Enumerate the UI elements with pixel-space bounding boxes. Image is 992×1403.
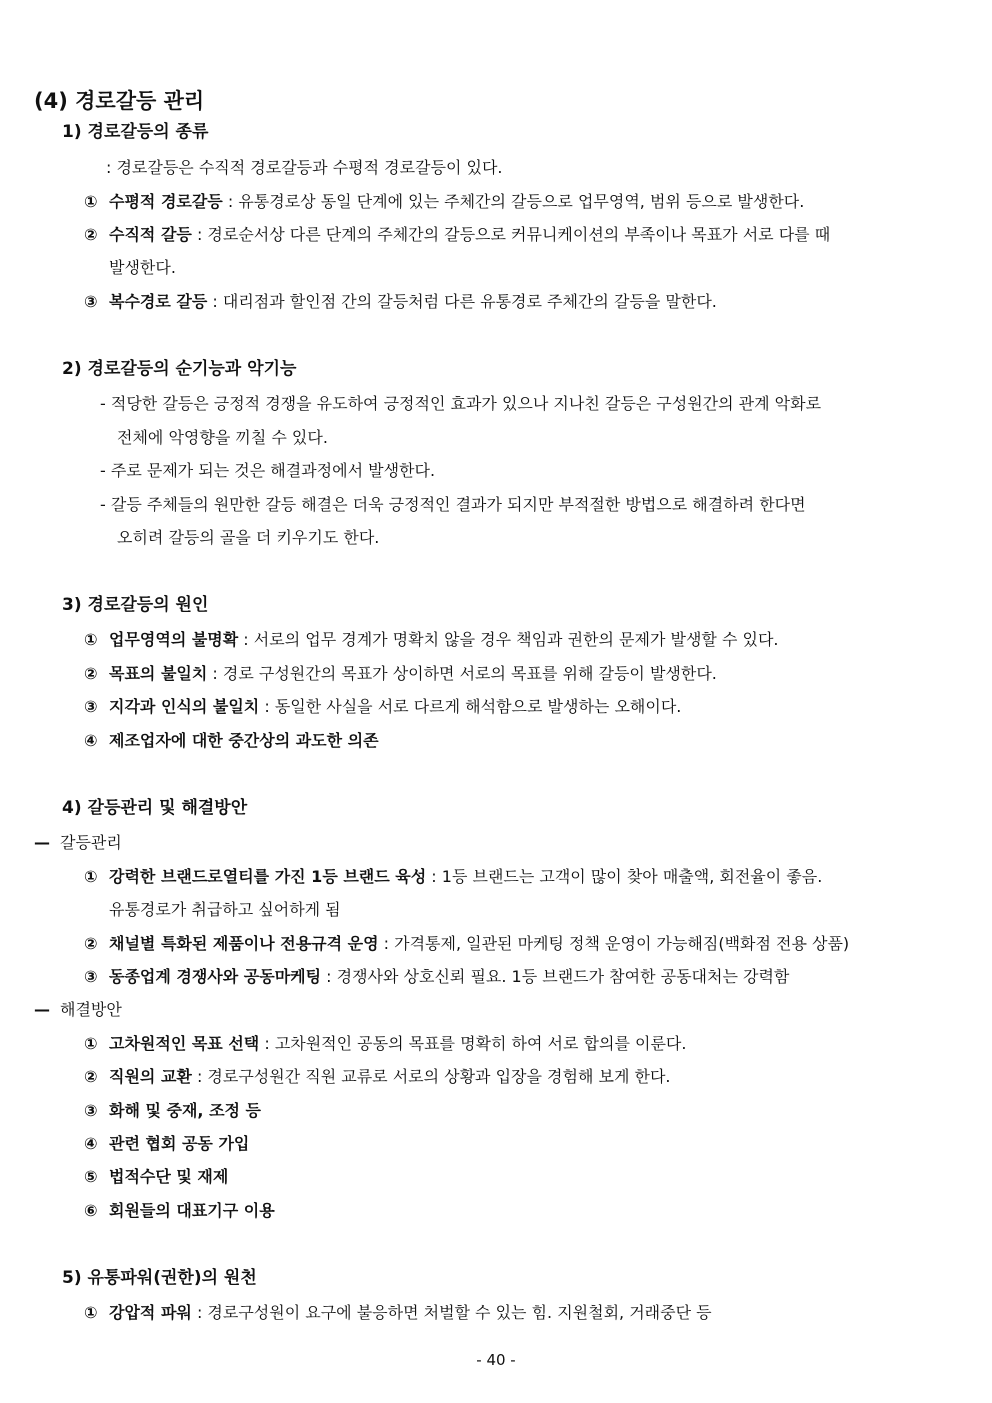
item-number: ① <box>84 192 98 211</box>
list-item <box>84 1067 671 1087</box>
group-label-conflict-management <box>34 833 122 853</box>
item-term: 관련 협회 공동 가입 <box>109 1134 250 1153</box>
item-desc: : 경로 구성원간의 목표가 상이하면 서로의 목표를 위해 갈등이 발생한다. <box>207 664 717 683</box>
item-desc: : 경로순서상 다른 단계의 주체간의 갈등으로 커뮤니케이션의 부족이나 목표가 서로 다를 때 <box>191 225 831 244</box>
list-item <box>84 1167 228 1187</box>
item-desc: : 경로구성원이 요구에 불응하면 처벌할 수 있는 힘. 지원철회, 거래중단 등 <box>191 1303 712 1322</box>
item-number: ⑤ <box>84 1167 98 1186</box>
list-item <box>84 1201 275 1221</box>
item-number: ① <box>84 1034 98 1053</box>
item-continuation: 유통경로가 취급하고 싶어하게 됨 <box>109 900 341 919</box>
section-title: (4) 경로갈등 관리 <box>34 89 205 113</box>
bullet-item: - 갈등 주체들의 원만한 갈등 해결은 더욱 긍정적인 결과가 되지만 부적절한 방법으로 해결하려 한다면 <box>100 495 806 514</box>
item-number: ① <box>84 867 98 886</box>
list-item <box>84 1134 249 1154</box>
item-number: ④ <box>84 731 98 750</box>
subsection-heading-3: 3) 경로갈등의 원인 <box>62 595 209 615</box>
dash-marker: — <box>34 1000 50 1019</box>
item-number: ② <box>84 664 98 683</box>
item-term: 수평적 경로갈등 <box>109 192 223 211</box>
item-continuation: 발생한다. <box>109 258 176 277</box>
list-item <box>84 967 789 987</box>
list-item <box>84 731 379 751</box>
item-term: 강력한 브랜드로열티를 가진 1등 브랜드 육성 <box>109 867 427 886</box>
item-term: 법적수단 및 재제 <box>109 1167 229 1186</box>
item-term: 수직적 갈등 <box>109 225 192 244</box>
intro-text: : 경로갈등은 수직적 경로갈등과 수평적 경로갈등이 있다. <box>106 158 503 177</box>
item-desc: : 1등 브랜드는 고객이 많이 찾아 매출액, 회전율이 좋음. <box>426 867 823 886</box>
group-label: 갈등관리 <box>60 833 122 852</box>
item-term: 제조업자에 대한 중간상의 과도한 의존 <box>109 731 379 750</box>
item-number: ① <box>84 1303 98 1322</box>
item-term: 화해 및 중재, 조정 등 <box>109 1101 262 1120</box>
bullet-item: - 적당한 갈등은 긍정적 경쟁을 유도하여 긍정적인 효과가 있으나 지나친 갈등은 구성원간의 관계 악화로 <box>100 394 822 413</box>
bullet-item: - 주로 문제가 되는 것은 해결과정에서 발생한다. <box>100 461 436 480</box>
group-label: 해결방안 <box>60 1000 122 1019</box>
item-number: ③ <box>84 1101 98 1120</box>
item-term: 복수경로 갈등 <box>109 292 208 311</box>
list-item <box>84 225 830 245</box>
item-term: 회원들의 대표기구 이용 <box>109 1201 275 1220</box>
list-item <box>84 630 779 650</box>
subsection-heading-1: 1) 경로갈등의 종류 <box>62 122 209 142</box>
list-item <box>84 867 822 887</box>
item-term: 동종업계 경쟁사와 공동마케팅 <box>109 967 322 986</box>
list-item <box>84 192 804 212</box>
item-term: 고차원적인 목표 선택 <box>109 1034 260 1053</box>
bullet-continuation: 전체에 악영향을 끼칠 수 있다. <box>117 428 328 447</box>
subsection-heading-2: 2) 경로갈등의 순기능과 악기능 <box>62 359 297 379</box>
item-desc: : 서로의 업무 경계가 명확치 않을 경우 책임과 권한의 문제가 발생할 수 있다. <box>238 630 779 649</box>
list-item <box>84 292 717 312</box>
item-desc: : 가격통제, 일관된 마케팅 정책 운영이 가능해짐(백화점 전용 상품) <box>378 934 850 953</box>
subsection-heading-4: 4) 갈등관리 및 해결방안 <box>62 798 248 818</box>
item-term: 강압적 파워 <box>109 1303 192 1322</box>
bullet-continuation: 오히려 갈등의 골을 더 키우기도 한다. <box>117 528 380 547</box>
list-item <box>84 1101 261 1121</box>
item-number: ② <box>84 225 98 244</box>
item-number: ① <box>84 630 98 649</box>
item-number: ③ <box>84 697 98 716</box>
group-label-resolution <box>34 1000 122 1020</box>
item-term: 직원의 교환 <box>109 1067 192 1086</box>
list-item <box>84 1303 712 1323</box>
item-number: ② <box>84 1067 98 1086</box>
item-desc: : 경로구성원간 직원 교류로 서로의 상황과 입장을 경험해 보게 한다. <box>191 1067 671 1086</box>
list-item <box>84 934 849 954</box>
item-term: 목표의 불일치 <box>109 664 208 683</box>
list-item <box>84 697 681 717</box>
item-desc: : 경쟁사와 상호신뢰 필요. 1등 브랜드가 참여한 공동대처는 강력함 <box>321 967 790 986</box>
list-item <box>84 664 717 684</box>
item-number: ③ <box>84 292 98 311</box>
item-desc: : 대리점과 할인점 간의 갈등처럼 다른 유통경로 주체간의 갈등을 말한다. <box>207 292 717 311</box>
page-number: - 40 - <box>476 1351 516 1369</box>
item-term: 업무영역의 불명확 <box>109 630 239 649</box>
dash-marker: — <box>34 833 50 852</box>
item-number: ③ <box>84 967 98 986</box>
list-item <box>84 1034 686 1054</box>
item-term: 채널별 특화된 제품이나 전용규격 운영 <box>109 934 379 953</box>
item-number: ② <box>84 934 98 953</box>
item-number: ⑥ <box>84 1201 98 1220</box>
item-desc: : 유통경로상 동일 단계에 있는 주체간의 갈등으로 업무영역, 범위 등으로 발생한다. <box>222 192 805 211</box>
item-desc: : 동일한 사실을 서로 다르게 해석함으로 발생하는 오해이다. <box>259 697 682 716</box>
item-desc: : 고차원적인 공동의 목표를 명확히 하여 서로 합의를 이룬다. <box>259 1034 687 1053</box>
item-number: ④ <box>84 1134 98 1153</box>
subsection-heading-5: 5) 유통파워(권한)의 원천 <box>62 1268 257 1288</box>
item-term: 지각과 인식의 불일치 <box>109 697 260 716</box>
